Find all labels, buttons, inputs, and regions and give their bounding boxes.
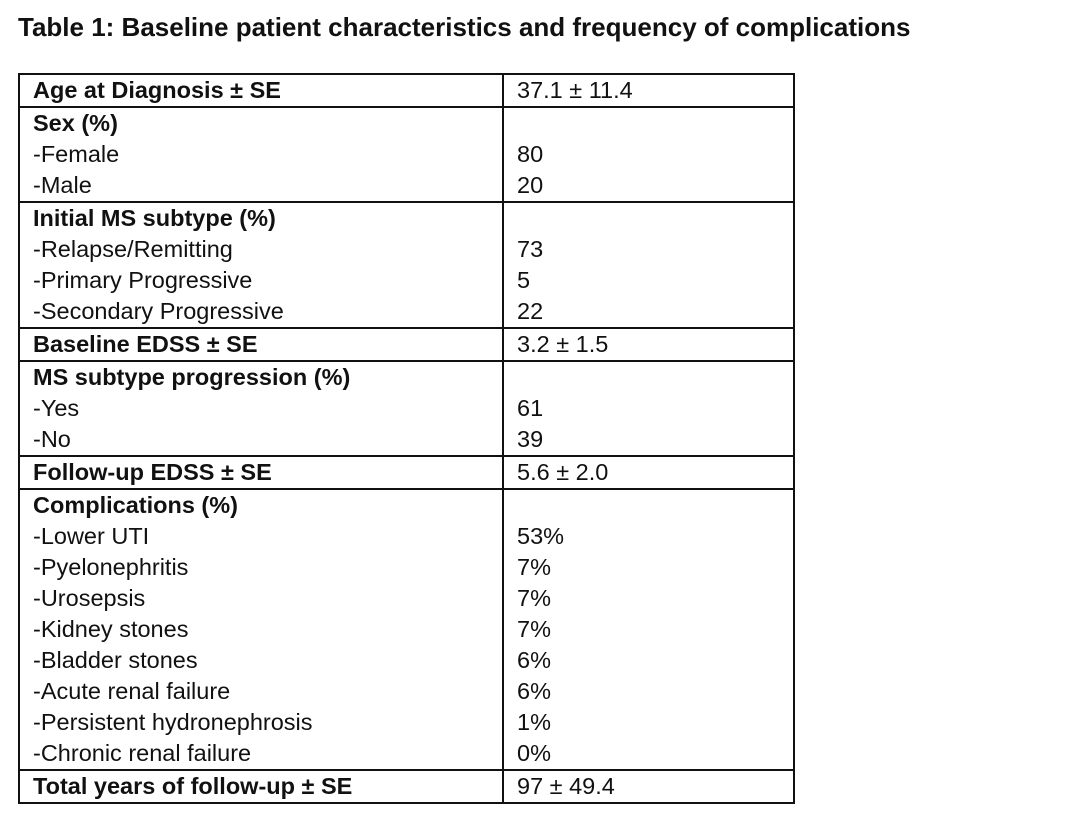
row-header: Age at Diagnosis ± SE bbox=[33, 77, 281, 103]
value-cell bbox=[503, 361, 794, 456]
row-header: Follow-up EDSS ± SE bbox=[33, 459, 272, 485]
sub-value: 22 bbox=[517, 298, 544, 324]
value-cell bbox=[503, 456, 794, 489]
sub-value: 0% bbox=[517, 740, 551, 766]
row-value: 37.1 ± 11.4 bbox=[517, 77, 633, 103]
sub-value: 6% bbox=[517, 678, 551, 704]
row-header: Complications (%) bbox=[33, 492, 238, 518]
row-value: 97 ± 49.4 bbox=[517, 773, 615, 799]
table-row-subtype bbox=[19, 202, 794, 328]
table-row-total-followup bbox=[19, 770, 794, 803]
row-header: Initial MS subtype (%) bbox=[33, 205, 276, 231]
sub-value: 80 bbox=[517, 141, 544, 167]
sub-label: -Persistent hydronephrosis bbox=[33, 709, 313, 735]
sub-value: 6% bbox=[517, 647, 551, 673]
table-row-baseline-edss bbox=[19, 328, 794, 361]
value-cell bbox=[503, 202, 794, 328]
label-cell bbox=[19, 107, 503, 202]
table-row-complications bbox=[19, 489, 794, 770]
characteristics-table bbox=[18, 73, 795, 804]
sub-value: 53% bbox=[517, 523, 565, 549]
table-row-age bbox=[19, 74, 794, 107]
sub-value: 5 bbox=[517, 267, 531, 293]
sub-value: 39 bbox=[517, 426, 544, 452]
value-cell bbox=[503, 770, 794, 803]
sub-label: -Relapse/Remitting bbox=[33, 236, 233, 262]
sub-label: -No bbox=[33, 426, 71, 452]
sub-label: -Female bbox=[33, 141, 120, 167]
sub-value: 7% bbox=[517, 585, 551, 611]
sub-value: 73 bbox=[517, 236, 544, 262]
sub-label: -Secondary Progressive bbox=[33, 298, 284, 324]
value-cell bbox=[503, 328, 794, 361]
table-caption: Table 1: Baseline patient characteristics and frequency of complications bbox=[18, 12, 911, 42]
sub-label: -Kidney stones bbox=[33, 616, 189, 642]
sub-value: 7% bbox=[517, 616, 551, 642]
table-row-progression bbox=[19, 361, 794, 456]
row-header: Total years of follow-up ± SE bbox=[33, 773, 353, 799]
label-cell bbox=[19, 489, 503, 770]
sub-label: -Pyelonephritis bbox=[33, 554, 189, 580]
sub-label: -Chronic renal failure bbox=[33, 740, 252, 766]
sub-value: 20 bbox=[517, 172, 544, 198]
row-header: Sex (%) bbox=[33, 110, 118, 136]
value-cell bbox=[503, 489, 794, 770]
sub-label: -Male bbox=[33, 172, 92, 198]
sub-label: -Primary Progressive bbox=[33, 267, 253, 293]
row-header: MS subtype progression (%) bbox=[33, 364, 351, 390]
label-cell bbox=[19, 770, 503, 803]
sub-value: 1% bbox=[517, 709, 551, 735]
table-row-sex bbox=[19, 107, 794, 202]
sub-label: -Acute renal failure bbox=[33, 678, 231, 704]
sub-label: -Bladder stones bbox=[33, 647, 198, 673]
label-cell bbox=[19, 328, 503, 361]
label-cell bbox=[19, 202, 503, 328]
label-cell bbox=[19, 74, 503, 107]
label-cell bbox=[19, 456, 503, 489]
row-header: Baseline EDSS ± SE bbox=[33, 331, 258, 357]
row-value: 3.2 ± 1.5 bbox=[517, 331, 609, 357]
value-cell bbox=[503, 74, 794, 107]
sub-label: -Lower UTI bbox=[33, 523, 150, 549]
sub-value: 61 bbox=[517, 395, 544, 421]
table-row-followup-edss bbox=[19, 456, 794, 489]
sub-label: -Yes bbox=[33, 395, 80, 421]
label-cell bbox=[19, 361, 503, 456]
sub-label: -Urosepsis bbox=[33, 585, 146, 611]
row-value: 5.6 ± 2.0 bbox=[517, 459, 609, 485]
sub-value: 7% bbox=[517, 554, 551, 580]
value-cell bbox=[503, 107, 794, 202]
